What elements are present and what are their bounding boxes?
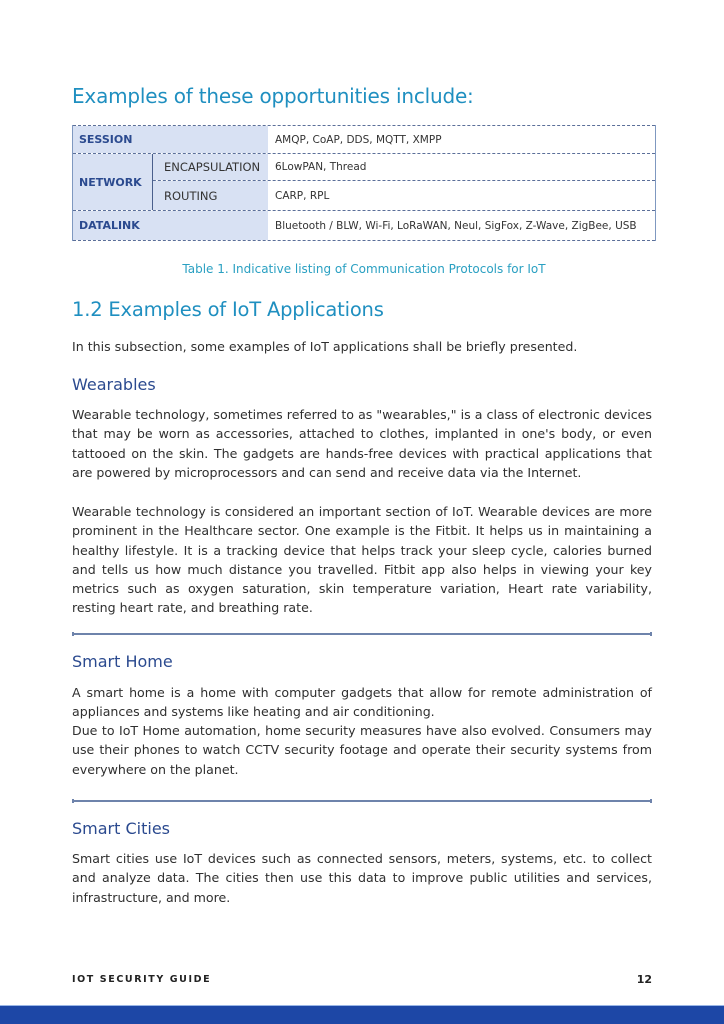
- wearables-paragraph-1: Wearable technology, sometimes referred to as "wearables," is a class of electronic devices that may be worn as accessories, attached to clothes, implanted in one's body, or even tattooed on the skin. The gadgets are hands-free devices with practical applications that are powered by microprocessors and can send and receive data via the Internet.: [72, 407, 652, 480]
- smart-home-heading: Smart Home: [72, 652, 173, 671]
- section-heading: 1.2 Examples of IoT Applications: [72, 298, 384, 321]
- section-intro: In this subsection, some examples of IoT applications shall be briefly presented.: [72, 339, 578, 354]
- table-caption: Table 1. Indicative listing of Communication Protocols for IoT: [182, 262, 546, 276]
- table-label-cell: DATALINK: [73, 211, 268, 240]
- table-row: [73, 210, 655, 241]
- page-number: 12: [636, 973, 652, 986]
- table-row: [73, 153, 655, 180]
- column-divider: [152, 154, 153, 210]
- table-value-cell: CARP, RPL: [275, 189, 330, 202]
- smart-home-paragraph-1: A smart home is a home with computer gadgets that allow for remote administration of appliances and systems like heating and air conditioning.: [72, 685, 652, 720]
- wearables-heading: Wearables: [72, 375, 156, 394]
- table-sublabel-cell: ROUTING: [153, 181, 268, 210]
- table-value-cell: 6LowPAN, Thread: [275, 161, 367, 173]
- smart-cities-paragraph: Smart cities use IoT devices such as connected sensors, meters, systems, etc. to collect and analyze data. The cities then use this data to improve public utilities and services, infrastructure, and more.: [72, 851, 652, 905]
- table-sublabel-cell: ENCAPSULATION: [153, 154, 268, 180]
- table-row: [73, 125, 655, 153]
- table-value-cell: Bluetooth / BLW, Wi-Fi, LoRaWAN, Neul, SigFox, Z-Wave, ZigBee, USB: [275, 219, 637, 232]
- wearables-paragraph-2: Wearable technology is considered an important section of IoT. Wearable devices are more prominent in the Healthcare sector. One example is the Fitbit. It helps us in maintaining a healthy lifestyle. It is a tracking device that helps track your sleep cycle, calories burned and tells us how much distance you travelled. Fitbit app also helps in viewing your key metrics such as oxygen saturation, skin temperature variation, Heart rate variability, resting heart rate, and breathing rate.: [72, 504, 652, 616]
- table-label-cell: NETWORK: [73, 154, 152, 210]
- smart-home-paragraph-2: Due to IoT Home automation, home security measures have also evolved. Consumers may use their phones to watch CCTV security footage and operate their security systems from everywhere on the planet.: [72, 723, 652, 777]
- table-row: [73, 180, 655, 210]
- footer-color-bar: [0, 1005, 724, 1024]
- section-divider: [72, 800, 652, 802]
- table-label-cell: SESSION: [73, 126, 268, 153]
- protocols-table: [72, 125, 656, 241]
- table-value-cell: AMQP, CoAP, DDS, MQTT, XMPP: [275, 133, 442, 146]
- opportunities-heading: Examples of these opportunities include:: [72, 84, 474, 108]
- footer-document-title: IOT SECURITY GUIDE: [72, 974, 212, 985]
- section-divider: [72, 633, 652, 635]
- smart-cities-heading: Smart Cities: [72, 819, 170, 838]
